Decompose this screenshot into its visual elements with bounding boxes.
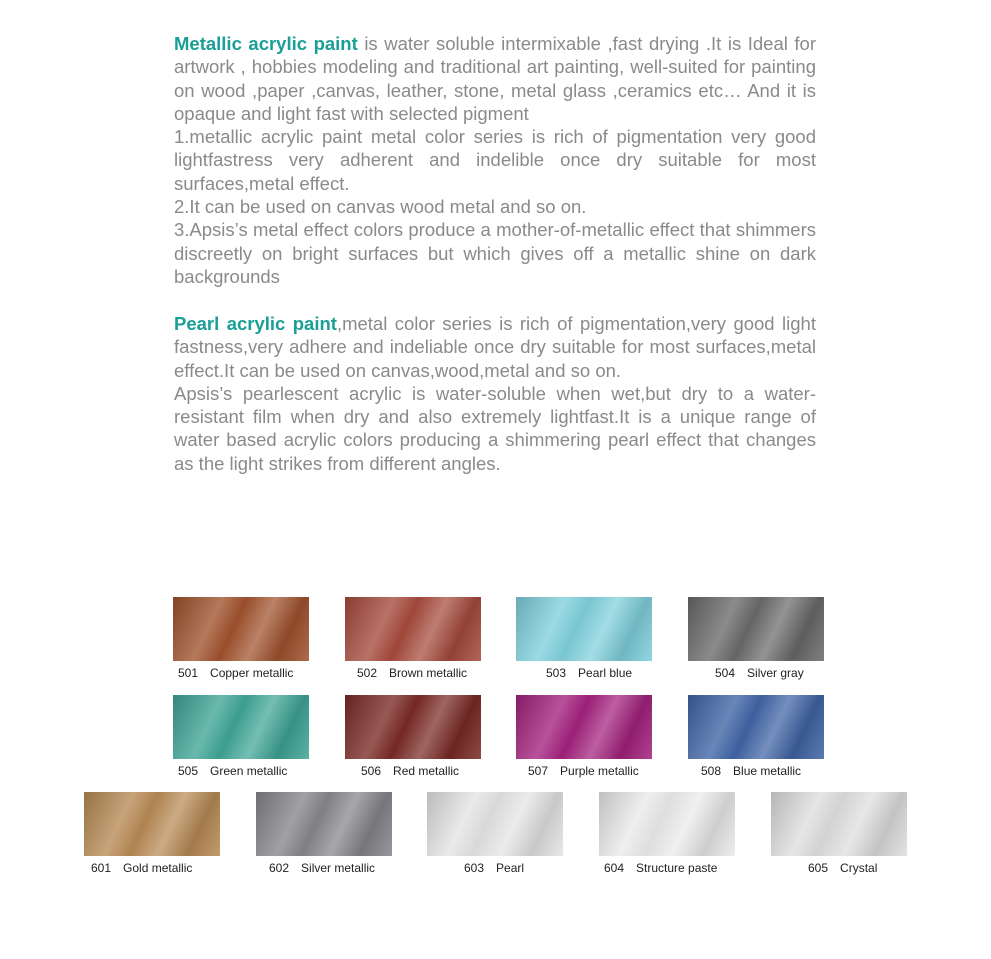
metallic-point-3: 3.Apsis’s metal effect colors produce a mother-of-metallic effect that shimmers discreetly on bright surfaces but which gives off a metallic shine on dark backgrounds [174,219,816,287]
swatch-603 [427,792,563,875]
paint-chip-image [516,597,652,661]
swatch-name: Blue metallic [733,764,802,778]
metallic-intro-text: is water soluble intermixable ,fast drying .It is Ideal for artwork , hobbies modeling and traditional art painting, well-suited for painting on wood ,paper ,canvas, leather, stone, metal glass ,ceramics etc… And it is opaque and light fast with selected pigment [174,33,816,124]
paint-chip-image [516,695,652,759]
metallic-description [174,32,816,288]
paint-chip-image [345,597,481,661]
swatch-caption [269,861,375,875]
swatch-605 [771,792,907,875]
metallic-intro [174,32,816,125]
swatch-508 [688,695,824,778]
swatch-code: 508 [701,764,722,778]
swatch-code: 602 [269,861,290,875]
swatch-code: 506 [361,764,382,778]
swatch-504 [688,597,824,680]
swatch-caption [528,764,639,778]
swatch-name: Crystal [840,861,878,875]
swatch-caption [546,666,632,680]
metallic-point-1: 1.metallic acrylic paint metal color series is rich of pigmentation very good lightfastress very adherent and indelible once dry suitable for most surfaces,metal effect. [174,126,816,194]
swatch-caption [701,764,801,778]
swatch-name: Gold metallic [123,861,193,875]
swatch-name: Purple metallic [560,764,639,778]
pearl-paragraph-1 [174,312,816,382]
swatch-caption [361,764,459,778]
swatch-code: 505 [178,764,199,778]
paint-chip-image [599,792,735,856]
paint-chip-image [84,792,220,856]
swatch-code: 503 [546,666,567,680]
swatch-code: 507 [528,764,549,778]
swatch-507 [516,695,652,778]
swatch-name: Red metallic [393,764,460,778]
swatch-601 [84,792,220,875]
swatch-name: Silver gray [747,666,804,680]
swatch-name: Brown metallic [389,666,468,680]
swatch-name: Silver metallic [301,861,376,875]
pearl-heading: Pearl acrylic paint [174,313,337,334]
swatch-code: 605 [808,861,829,875]
swatch-name: Green metallic [210,764,288,778]
swatch-602 [256,792,392,875]
swatch-code: 501 [178,666,199,680]
swatch-502 [345,597,481,680]
swatch-name: Pearl [496,861,525,875]
swatch-caption [178,666,293,680]
swatch-name: Structure paste [636,861,718,875]
paint-chip-image [771,792,907,856]
paint-chip-image [256,792,392,856]
paint-chip-image [173,597,309,661]
swatch-code: 504 [715,666,736,680]
swatch-code: 601 [91,861,112,875]
swatch-501 [173,597,309,680]
swatch-506 [345,695,481,778]
swatch-caption [178,764,287,778]
swatch-caption [715,666,804,680]
swatch-caption [808,861,877,875]
swatch-505 [173,695,309,778]
paint-chip-image [173,695,309,759]
swatch-caption [604,861,717,875]
swatch-code: 502 [357,666,378,680]
paint-chip-image [688,597,824,661]
pearl-paragraph-2: Apsis’s pearlescent acrylic is water-soluble when wet,but dry to a water-resistant film when dry and also extremely lightfast.It is a unique range of water based acrylic colors producing a shimmering pearl effect that changes as the light strikes from different angles. [174,382,816,474]
swatch-name: Pearl blue [578,666,633,680]
swatch-code: 603 [464,861,485,875]
swatch-code: 604 [604,861,625,875]
metallic-point-2: 2.It can be used on canvas wood metal and so on. [174,196,587,218]
swatch-name: Copper metallic [210,666,294,680]
pearl-text-1: ,metal color series is rich of pigmentation,very good light fastness,very adhere and indeliable once dry suitable for most surfaces,metal effect.It can be used on canvas,wood,metal and so on. [174,313,816,381]
paint-chip-image [427,792,563,856]
pearl-description [174,312,816,475]
swatch-caption [91,861,192,875]
swatch-604 [599,792,735,875]
swatch-caption [357,666,467,680]
metallic-heading: Metallic acrylic paint [174,33,358,54]
swatch-caption [464,861,524,875]
paint-chip-image [345,695,481,759]
swatch-503 [516,597,652,680]
paint-chip-image [688,695,824,759]
